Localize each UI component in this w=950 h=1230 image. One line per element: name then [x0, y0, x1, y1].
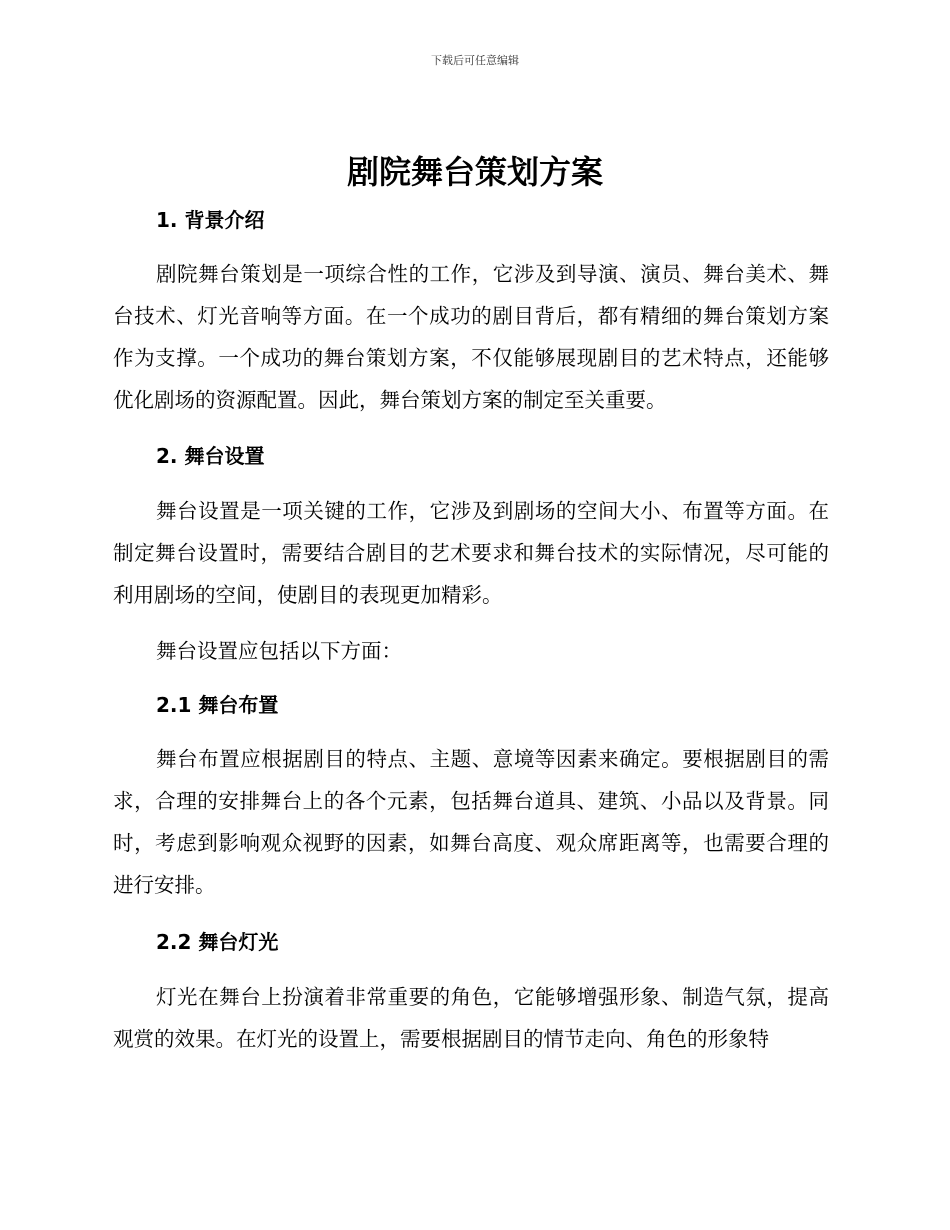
section-heading-stage-layout: 2.1 舞台布置	[156, 693, 279, 717]
section-paragraph-stage-layout: 舞台布置应根据剧目的特点、主题、意境等因素来确定。要根据剧目的需求，合理的安排舞台上的各个元素，包括舞台道具、建筑、小品以及背景。同时，考虑到影响观众视野的因素，如舞台高度、观众席距离等，也需要合理的进行安排。	[113, 747, 829, 897]
section-paragraph-stage-setup-list-intro: 舞台设置应包括以下方面：	[156, 639, 402, 663]
section-heading-background: 1. 背景介绍	[156, 208, 265, 232]
section-paragraph-stage-setup: 舞台设置是一项关键的工作，它涉及到剧场的空间大小、布置等方面。在制定舞台设置时，需要结合剧目的艺术要求和舞台技术的实际情况，尽可能的利用剧场的空间，使剧目的表现更加精彩。	[113, 499, 829, 607]
section-paragraph-stage-lighting: 灯光在舞台上扮演着非常重要的角色，它能够增强形象、制造气氛，提高观赏的效果。在灯光的设置上，需要根据剧目的情节走向、角色的形象特	[113, 985, 829, 1051]
page-header-note: 下载后可任意编辑	[431, 54, 519, 67]
section-paragraph-background: 剧院舞台策划是一项综合性的工作，它涉及到导演、演员、舞台美术、舞台技术、灯光音响等方面。在一个成功的剧目背后，都有精细的舞台策划方案作为支撑。一个成功的舞台策划方案，不仅能够展现剧目的艺术特点，还能够优化剧场的资源配置。因此，舞台策划方案的制定至关重要。	[113, 262, 829, 412]
section-heading-stage-setup: 2. 舞台设置	[156, 444, 265, 468]
section-heading-stage-lighting: 2.2 舞台灯光	[156, 930, 279, 954]
document-title: 剧院舞台策划方案	[346, 153, 603, 191]
